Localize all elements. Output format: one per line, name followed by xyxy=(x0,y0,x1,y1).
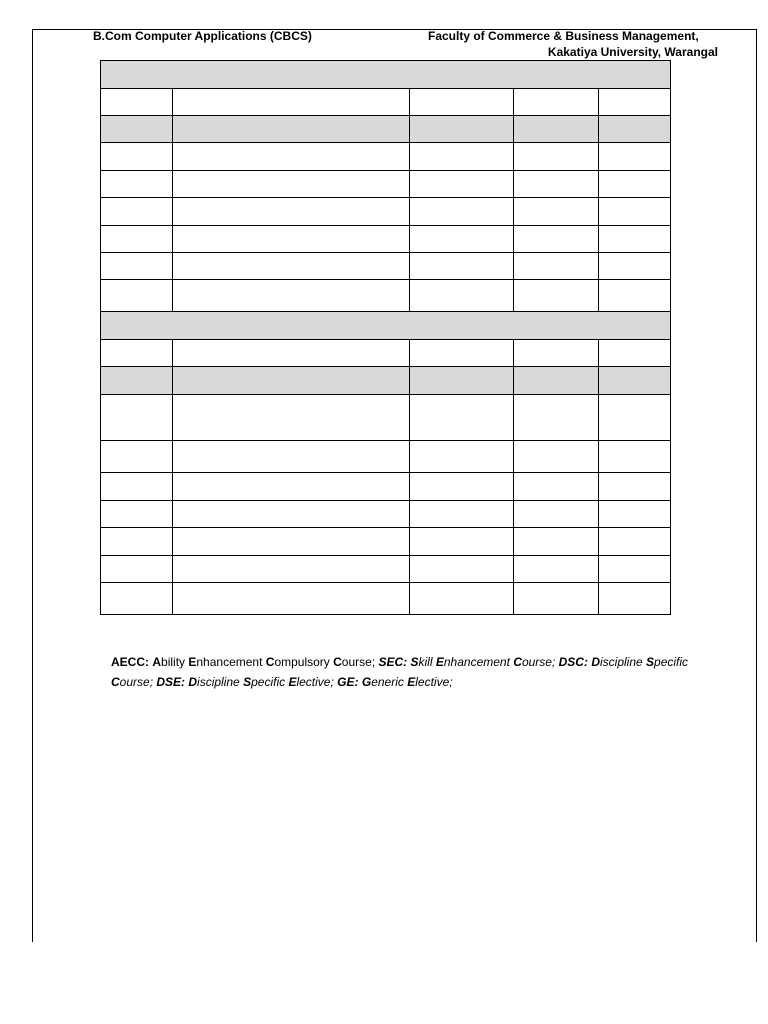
legend-segment: bility xyxy=(161,655,189,669)
table-cell xyxy=(599,473,671,501)
semester-title-cell xyxy=(101,61,671,89)
table-cell xyxy=(101,89,173,116)
table-cell xyxy=(514,583,599,615)
legend-segment: ompulsory xyxy=(274,655,334,669)
table-row xyxy=(101,226,671,253)
table-cell xyxy=(514,280,599,312)
header-university: Kakatiya University, Warangal xyxy=(547,45,718,59)
table-row xyxy=(101,253,671,280)
table-cell xyxy=(173,441,410,473)
table-row xyxy=(101,501,671,528)
table-cell xyxy=(410,441,514,473)
legend-segment: pecific xyxy=(654,655,689,669)
legend-segment: lective; xyxy=(415,675,453,689)
table-row xyxy=(101,556,671,583)
table-row xyxy=(101,198,671,226)
table-cell xyxy=(410,280,514,312)
table-cell xyxy=(173,556,410,583)
table-cell xyxy=(173,473,410,501)
table-row xyxy=(101,583,671,615)
table-cell xyxy=(173,198,410,226)
table-cell xyxy=(514,116,599,143)
table-cell xyxy=(101,226,173,253)
table-row xyxy=(101,340,671,367)
legend-segment: ourse; xyxy=(521,655,559,669)
table-cell xyxy=(410,367,514,395)
table-cell xyxy=(410,556,514,583)
table-cell xyxy=(514,171,599,198)
table-row xyxy=(101,528,671,556)
table-cell xyxy=(514,340,599,367)
table-cell xyxy=(101,198,173,226)
table-cell xyxy=(410,395,514,441)
table-cell xyxy=(101,528,173,556)
table-cell xyxy=(410,116,514,143)
table-cell xyxy=(173,171,410,198)
table-cell xyxy=(101,116,173,143)
legend-segment: E xyxy=(288,675,297,689)
table-cell xyxy=(599,395,671,441)
table-cell xyxy=(514,441,599,473)
table-row xyxy=(101,143,671,171)
legend-segment: D xyxy=(188,675,198,689)
legend-segment: eneric xyxy=(371,675,408,689)
table-cell xyxy=(173,253,410,280)
table-cell xyxy=(514,198,599,226)
legend-segment: DSE: xyxy=(156,675,186,689)
table-cell xyxy=(101,441,173,473)
header-program-title: B.Com Computer Applications (CBCS) xyxy=(93,29,312,43)
table-cell xyxy=(599,226,671,253)
legend-segment: pecific xyxy=(251,675,289,689)
legend-segment: S xyxy=(646,655,655,669)
table-cell xyxy=(410,340,514,367)
legend-segment: E xyxy=(435,655,444,669)
table-row xyxy=(101,89,671,116)
column-header-row xyxy=(101,116,671,143)
table-cell xyxy=(514,89,599,116)
legend-segment: G xyxy=(361,675,372,689)
table-cell xyxy=(599,583,671,615)
table-row xyxy=(101,441,671,473)
table-cell xyxy=(101,367,173,395)
table-cell xyxy=(173,116,410,143)
table-cell xyxy=(599,116,671,143)
table-cell xyxy=(101,143,173,171)
legend-segment: C xyxy=(111,675,120,689)
legend-segment: GE: xyxy=(337,675,359,689)
table-cell xyxy=(514,556,599,583)
table-cell xyxy=(101,253,173,280)
table-cell xyxy=(410,473,514,501)
table-cell xyxy=(101,583,173,615)
table-cell xyxy=(599,89,671,116)
table-cell xyxy=(101,280,173,312)
table-cell xyxy=(599,280,671,312)
table-row xyxy=(101,171,671,198)
table-cell xyxy=(173,143,410,171)
legend-segment: D xyxy=(591,655,600,669)
table-cell xyxy=(173,226,410,253)
legend-segment: nhancement xyxy=(443,655,514,669)
legend-segment: C xyxy=(513,655,522,669)
legend-segment: DSC: xyxy=(558,655,588,669)
table-cell xyxy=(514,473,599,501)
legend-segment: C xyxy=(333,655,342,669)
legend-segment: nhancement xyxy=(196,655,266,669)
table-cell xyxy=(514,395,599,441)
column-header-row xyxy=(101,367,671,395)
table-cell xyxy=(173,89,410,116)
table-cell xyxy=(599,367,671,395)
table-cell xyxy=(410,143,514,171)
table-cell xyxy=(599,198,671,226)
legend-segment: A xyxy=(152,655,162,669)
legend-segment: SEC: xyxy=(378,655,408,669)
table-cell xyxy=(410,528,514,556)
table-cell xyxy=(599,171,671,198)
course-structure-table xyxy=(100,60,671,615)
table-cell xyxy=(514,367,599,395)
table-row xyxy=(101,395,671,441)
legend-segment: iscipline xyxy=(599,655,647,669)
table-cell xyxy=(173,280,410,312)
semester-title-row xyxy=(101,312,671,340)
table-cell xyxy=(599,528,671,556)
table-cell xyxy=(514,528,599,556)
table-cell xyxy=(514,226,599,253)
semester-title-cell xyxy=(101,312,671,340)
frame-left-border xyxy=(32,29,33,942)
table-cell xyxy=(101,501,173,528)
legend-segment: S xyxy=(410,655,419,669)
legend-segment: C xyxy=(265,655,275,669)
table-cell xyxy=(410,253,514,280)
table-cell xyxy=(173,340,410,367)
legend-segment: lective; xyxy=(296,675,338,689)
table-cell xyxy=(514,143,599,171)
table-cell xyxy=(599,253,671,280)
table-cell xyxy=(514,501,599,528)
legend-segment: ourse; xyxy=(341,655,379,669)
table-cell xyxy=(410,171,514,198)
table-cell xyxy=(514,253,599,280)
table-cell xyxy=(599,501,671,528)
table-cell xyxy=(599,556,671,583)
table-cell xyxy=(173,528,410,556)
frame-right-border xyxy=(756,29,757,942)
legend-segment: kill xyxy=(418,655,436,669)
table-cell xyxy=(101,556,173,583)
legend-segment: S xyxy=(243,675,252,689)
table-row xyxy=(101,280,671,312)
table-cell xyxy=(173,395,410,441)
table-cell xyxy=(599,441,671,473)
table-cell xyxy=(101,395,173,441)
table-cell xyxy=(173,501,410,528)
table-cell xyxy=(101,473,173,501)
legend-segment: E xyxy=(407,675,416,689)
table-cell xyxy=(599,340,671,367)
abbreviation-legend xyxy=(111,652,721,692)
semester-title-row xyxy=(101,61,671,89)
table-cell xyxy=(173,583,410,615)
legend-segment: iscipline xyxy=(197,675,244,689)
header-faculty: Faculty of Commerce & Business Management, xyxy=(428,29,699,43)
table-cell xyxy=(410,198,514,226)
table-cell xyxy=(410,501,514,528)
legend-segment: E xyxy=(188,655,197,669)
table-cell xyxy=(410,583,514,615)
table-cell xyxy=(101,340,173,367)
table-row xyxy=(101,473,671,501)
table-cell xyxy=(173,367,410,395)
table-cell xyxy=(599,143,671,171)
legend-segment: ourse; xyxy=(119,675,157,689)
legend-line-1 xyxy=(111,652,721,672)
table-cell xyxy=(101,171,173,198)
table-cell xyxy=(410,226,514,253)
legend-segment: AECC: xyxy=(111,655,149,669)
table-cell xyxy=(410,89,514,116)
legend-line-2 xyxy=(111,672,721,692)
